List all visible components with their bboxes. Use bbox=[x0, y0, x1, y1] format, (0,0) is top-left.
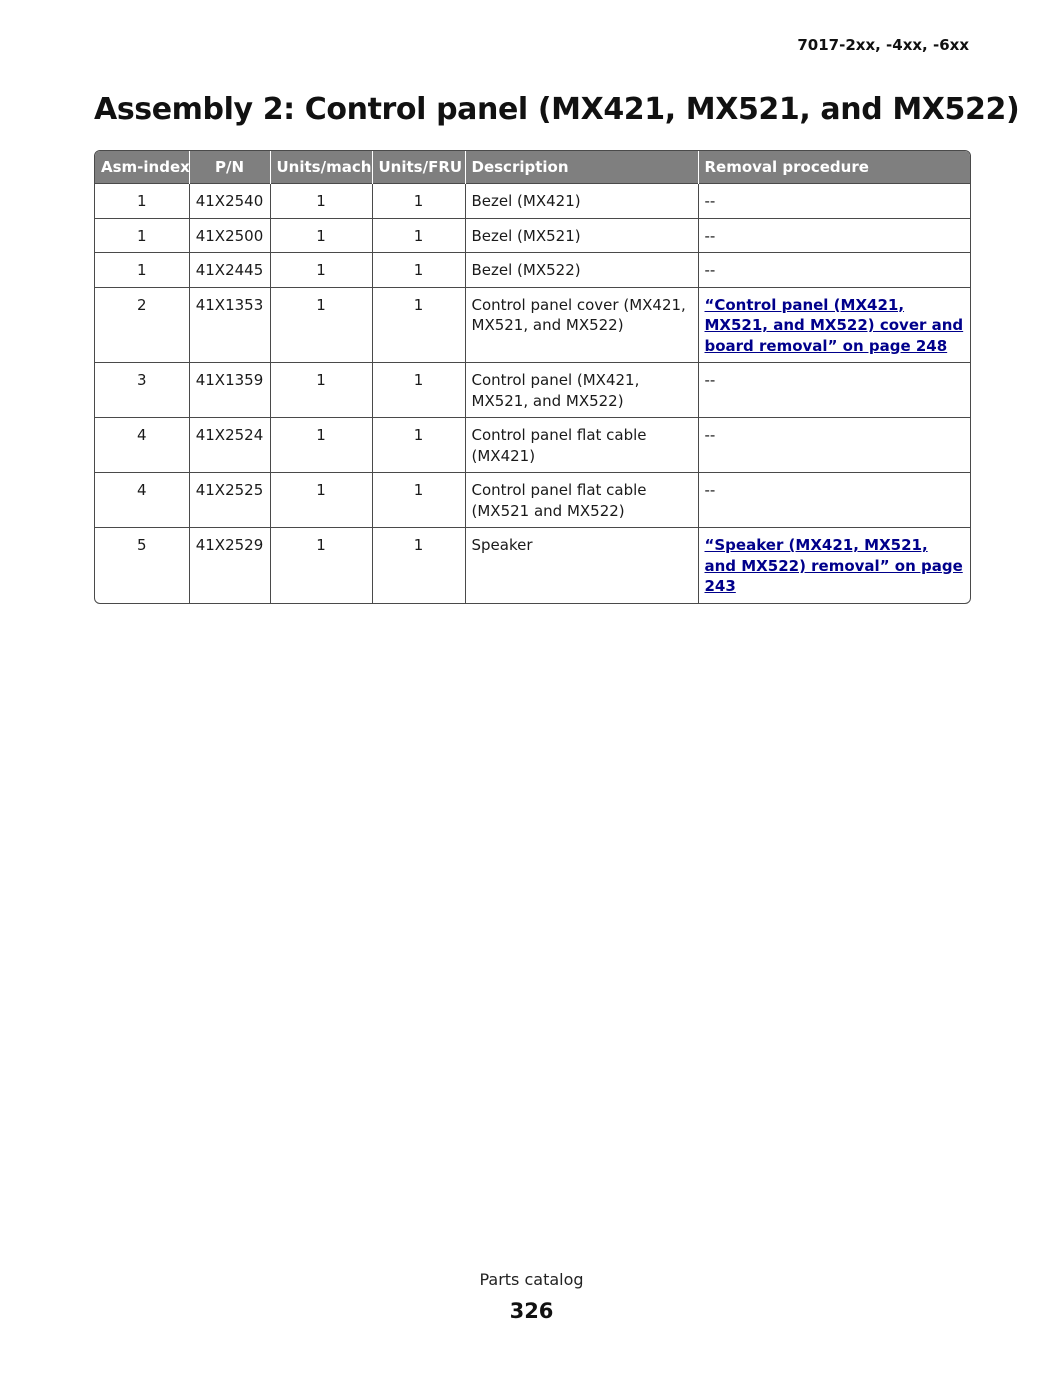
parts-table-body bbox=[95, 184, 970, 603]
table-row bbox=[95, 418, 970, 473]
cell-part-number: 41X2525 bbox=[189, 473, 270, 528]
column-header-units-fru: Units/FRU bbox=[372, 151, 465, 184]
cell-part-number: 41X1353 bbox=[189, 287, 270, 363]
cell-description: Bezel (MX521) bbox=[465, 218, 698, 253]
cell-asm-index: 4 bbox=[95, 473, 189, 528]
cell-removal-procedure: -- bbox=[698, 218, 970, 253]
cell-asm-index: 2 bbox=[95, 287, 189, 363]
cell-units-mach: 1 bbox=[270, 218, 372, 253]
page-number: 326 bbox=[509, 1299, 554, 1323]
cell-removal-procedure: -- bbox=[698, 253, 970, 288]
column-header-units-mach: Units/mach bbox=[270, 151, 372, 184]
column-header-pn: P/N bbox=[189, 151, 270, 184]
cell-asm-index: 4 bbox=[95, 418, 189, 473]
cell-part-number: 41X1359 bbox=[189, 363, 270, 418]
cell-removal-procedure bbox=[698, 528, 970, 603]
cell-description: Bezel (MX421) bbox=[465, 184, 698, 219]
cell-units-mach: 1 bbox=[270, 287, 372, 363]
cell-units-fru: 1 bbox=[372, 218, 465, 253]
cell-part-number: 41X2540 bbox=[189, 184, 270, 219]
cell-part-number: 41X2524 bbox=[189, 418, 270, 473]
cell-removal-procedure: -- bbox=[698, 418, 970, 473]
cell-description: Control panel cover (MX421, MX521, and MX522) bbox=[465, 287, 698, 363]
cell-units-mach: 1 bbox=[270, 528, 372, 603]
table-row bbox=[95, 218, 970, 253]
cell-part-number: 41X2500 bbox=[189, 218, 270, 253]
table-header-row bbox=[95, 151, 970, 184]
parts-table-container bbox=[94, 150, 971, 604]
cell-removal-procedure bbox=[698, 287, 970, 363]
cell-asm-index: 1 bbox=[95, 253, 189, 288]
table-row bbox=[95, 473, 970, 528]
table-row bbox=[95, 528, 970, 603]
cell-units-mach: 1 bbox=[270, 473, 372, 528]
cell-units-fru: 1 bbox=[372, 473, 465, 528]
model-header: 7017-2xx, -4xx, -6xx bbox=[797, 36, 969, 54]
page-title: Assembly 2: Control panel (MX421, MX521, and MX522) bbox=[94, 92, 1020, 127]
cell-asm-index: 1 bbox=[95, 184, 189, 219]
parts-table bbox=[95, 151, 970, 603]
cell-asm-index: 1 bbox=[95, 218, 189, 253]
cell-units-mach: 1 bbox=[270, 363, 372, 418]
cell-units-fru: 1 bbox=[372, 528, 465, 603]
cell-asm-index: 3 bbox=[95, 363, 189, 418]
cell-units-mach: 1 bbox=[270, 253, 372, 288]
column-header-removal-procedure: Removal procedure bbox=[698, 151, 970, 184]
cell-description: Speaker bbox=[465, 528, 698, 603]
column-header-asm-index: Asm-index bbox=[95, 151, 189, 184]
cell-description: Control panel flat cable (MX521 and MX522) bbox=[465, 473, 698, 528]
footer-section-label: Parts catalog bbox=[479, 1270, 584, 1289]
cell-units-fru: 1 bbox=[372, 253, 465, 288]
column-header-description: Description bbox=[465, 151, 698, 184]
cell-asm-index: 5 bbox=[95, 528, 189, 603]
cell-part-number: 41X2529 bbox=[189, 528, 270, 603]
cell-removal-procedure: -- bbox=[698, 363, 970, 418]
cell-description: Bezel (MX522) bbox=[465, 253, 698, 288]
cell-units-fru: 1 bbox=[372, 363, 465, 418]
removal-procedure-link[interactable]: “Speaker (MX421, MX521, and MX522) removal” on page 243 bbox=[704, 536, 963, 595]
table-row bbox=[95, 363, 970, 418]
cell-units-fru: 1 bbox=[372, 287, 465, 363]
cell-units-fru: 1 bbox=[372, 184, 465, 219]
table-row bbox=[95, 253, 970, 288]
cell-removal-procedure: -- bbox=[698, 473, 970, 528]
cell-units-mach: 1 bbox=[270, 418, 372, 473]
cell-units-mach: 1 bbox=[270, 184, 372, 219]
table-row bbox=[95, 184, 970, 219]
removal-procedure-link[interactable]: “Control panel (MX421, MX521, and MX522) cover and board removal” on page 248 bbox=[704, 295, 964, 355]
cell-description: Control panel (MX421, MX521, and MX522) bbox=[465, 363, 698, 418]
cell-removal-procedure: -- bbox=[698, 184, 970, 219]
table-row bbox=[95, 287, 970, 363]
cell-description: Control panel flat cable (MX421) bbox=[465, 418, 698, 473]
cell-units-fru: 1 bbox=[372, 418, 465, 473]
cell-part-number: 41X2445 bbox=[189, 253, 270, 288]
